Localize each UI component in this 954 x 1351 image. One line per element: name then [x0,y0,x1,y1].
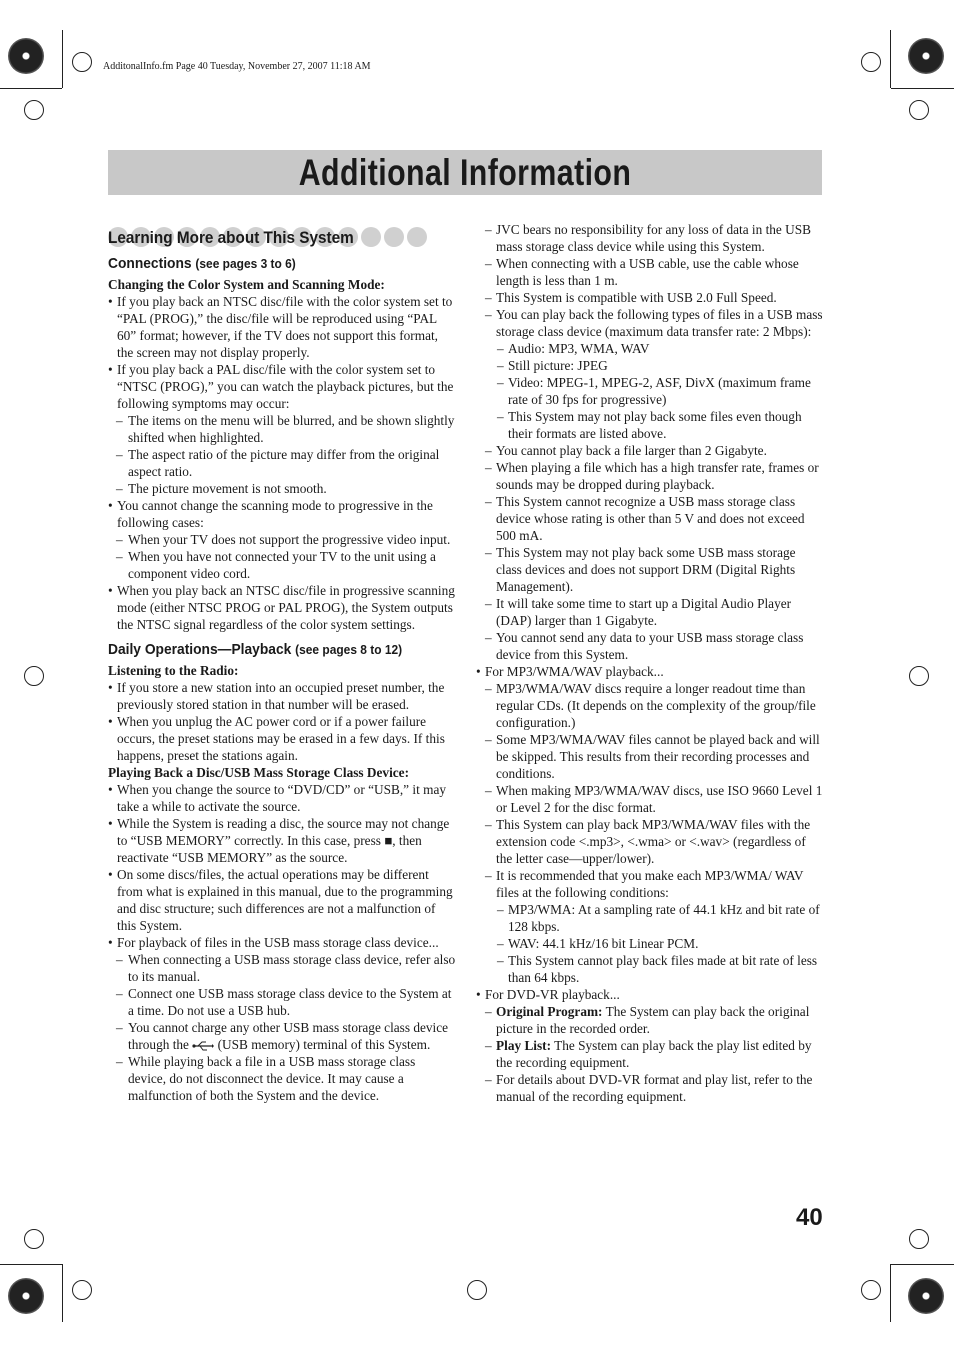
bullet-item: • When you unplug the AC power cord or if a power failure occurs, the preset stations may be erased in a few days. If this happens, preset the stations again. [108,713,456,764]
sub-dash-item: – This System may not play back some files even though their formats are listed above. [476,408,824,442]
left-column [108,227,456,1104]
dash-item: – The picture movement is not smooth. [108,480,456,497]
subheading-daily-operations: Daily Operations—Playback (see pages 8 to 12) [108,641,403,658]
dash-item: – You can play back the following types of files in a USB mass storage class device (maximum data transfer rate: 2 Mbps): [476,306,824,340]
crop-line [62,1264,63,1322]
bullet-item: • On some discs/files, the actual operations may be different from what is explained in this manual, due to the programming and disc structure; such differences are not a malfunction of this System. [108,866,456,934]
crop-line [890,1264,891,1322]
usb-icon [192,1041,214,1051]
bullet-item: • For DVD-VR playback... [476,986,824,1003]
bullet-item: • When you change the source to “DVD/CD” or “USB,” it may take a while to activate the source. [108,781,456,815]
crosshair-mark [24,666,44,686]
bullet-item: • For MP3/WMA/WAV playback... [476,663,824,680]
dash-item: – You cannot charge any other USB mass storage class device through the (USB memory) terminal of this System. [108,1019,456,1053]
right-column [476,221,824,1105]
paragraph-heading: Listening to the Radio: [108,663,239,678]
crosshair-mark [467,1280,487,1300]
dash-item: – The items on the menu will be blurred, and be shown slightly shifted when highlighted. [108,412,456,446]
bullet-item: • If you store a new station into an occupied preset number, the previously stored station in that number will be erased. [108,679,456,713]
crosshair-mark [909,666,929,686]
dash-item: – This System cannot recognize a USB mass storage class device whose rating is other than 5 V and does not exceed 500 mA. [476,493,824,544]
crosshair-mark [24,100,44,120]
sub-dash-item: – WAV: 44.1 kHz/16 bit Linear PCM. [476,935,824,952]
bullet-item: • You cannot change the scanning mode to progressive in the following cases: [108,497,456,531]
dash-item: – When making MP3/WMA/WAV discs, use ISO 9660 Level 1 or Level 2 for the disc format. [476,782,824,816]
dash-item: – This System may not play back some USB mass storage class devices and does not support DRM (Digital Rights Management). [476,544,824,595]
sub-dash-item: – Still picture: JPEG [476,357,824,374]
crosshair-mark [861,52,881,72]
bullet-item: • When you play back an NTSC disc/file in progressive scanning mode (either NTSC PROG or PAL PROG), the System outputs the NTSC signal regardless of the color system settings. [108,582,456,633]
registration-disc-top-right [908,38,944,74]
title-bar [108,150,822,195]
crop-line [891,88,954,89]
section-heading [108,227,456,249]
crop-line [0,1264,62,1265]
dash-item: – When connecting with a USB cable, use the cable whose length is less than 1 m. [476,255,824,289]
bullet-item: • For playback of files in the USB mass storage class device... [108,934,456,951]
sub-dash-item: – Video: MPEG-1, MPEG-2, ASF, DivX (maximum frame rate of 30 fps for progressive) [476,374,824,408]
dash-item: – Connect one USB mass storage class device to the System at a time. Do not use a USB hub. [108,985,456,1019]
section-title: Learning More about This System [108,228,354,247]
crosshair-mark [909,1229,929,1249]
crosshair-mark [861,1280,881,1300]
crosshair-mark [909,100,929,120]
dash-item: – You cannot play back a file larger than 2 Gigabyte. [476,442,824,459]
subheading-connections: Connections (see pages 3 to 6) [108,255,296,272]
dash-item: – When you have not connected your TV to the unit using a component video cord. [108,548,456,582]
dash-item: – When playing a file which has a high transfer rate, frames or sounds may be dropped during playback. [476,459,824,493]
dash-item: – Play List: The System can play back the play list edited by the recording equipment. [476,1037,824,1071]
sub-dash-item: – This System cannot play back files made at bit rate of less than 64 kbps. [476,952,824,986]
crosshair-mark [72,1280,92,1300]
dash-item: – JVC bears no responsibility for any loss of data in the USB mass storage class device while using this System. [476,221,824,255]
dash-item: – For details about DVD-VR format and play list, refer to the manual of the recording equipment. [476,1071,824,1105]
crop-line [0,88,62,89]
sub-dash-item: – MP3/WMA: At a sampling rate of 44.1 kHz and bit rate of 128 kbps. [476,901,824,935]
dash-item: – This System is compatible with USB 2.0 Full Speed. [476,289,824,306]
paragraph-heading: Changing the Color System and Scanning Mode: [108,277,385,292]
crop-line [890,30,891,88]
crosshair-mark [72,52,92,72]
sub-dash-item: – Audio: MP3, WMA, WAV [476,340,824,357]
dash-item: – The aspect ratio of the picture may differ from the original aspect ratio. [108,446,456,480]
page-number: 40 [796,1204,823,1231]
dash-item: – It is recommended that you make each MP3/WMA/ WAV files at the following conditions: [476,867,824,901]
crop-line [62,30,63,88]
registration-disc-bottom-right [908,1278,944,1314]
dash-item: – While playing back a file in a USB mass storage class device, do not disconnect the device. It may cause a malfunction of both the System and the device. [108,1053,456,1104]
crop-line [891,1264,954,1265]
bullet-item: • While the System is reading a disc, the source may not change to “USB MEMORY” correctly. In this case, press ■, then reactivate “USB MEMORY” as the source. [108,815,456,866]
dash-item: – When connecting a USB mass storage class device, refer also to its manual. [108,951,456,985]
dash-item: – This System can play back MP3/WMA/WAV files with the extension code <.mp3>, <.wma> or <.wav> (regardless of the letter case—upper/lower). [476,816,824,867]
dash-item: – You cannot send any data to your USB mass storage class device from this System. [476,629,824,663]
crosshair-mark [24,1229,44,1249]
dash-item: – Some MP3/WMA/WAV files cannot be played back and will be skipped. This results from their recording processes and conditions. [476,731,824,782]
dash-item: – MP3/WMA/WAV discs require a longer readout time than regular CDs. (It depends on the complexity of the group/file configuration.) [476,680,824,731]
file-header: AdditonalInfo.fm Page 40 Tuesday, November 27, 2007 11:18 AM [103,61,371,72]
registration-disc-bottom-left [8,1278,44,1314]
page-title: Additional Information [298,152,632,193]
dash-item: – When your TV does not support the progressive video input. [108,531,456,548]
bullet-item: • If you play back a PAL disc/file with the color system set to “NTSC (PROG),” you can watch the playback pictures, but the following symptoms may occur: [108,361,456,412]
registration-disc-top-left [8,38,44,74]
dash-item: – It will take some time to start up a Digital Audio Player (DAP) larger than 1 Gigabyte. [476,595,824,629]
paragraph-heading: Playing Back a Disc/USB Mass Storage Class Device: [108,765,410,780]
bullet-item: • If you play back an NTSC disc/file with the color system set to “PAL (PROG),” the disc/file will be reproduced using “PAL 60” format; however, if the TV does not support this format, the screen may not display properly. [108,293,456,361]
dash-item: – Original Program: The System can play back the original picture in the recorded order. [476,1003,824,1037]
